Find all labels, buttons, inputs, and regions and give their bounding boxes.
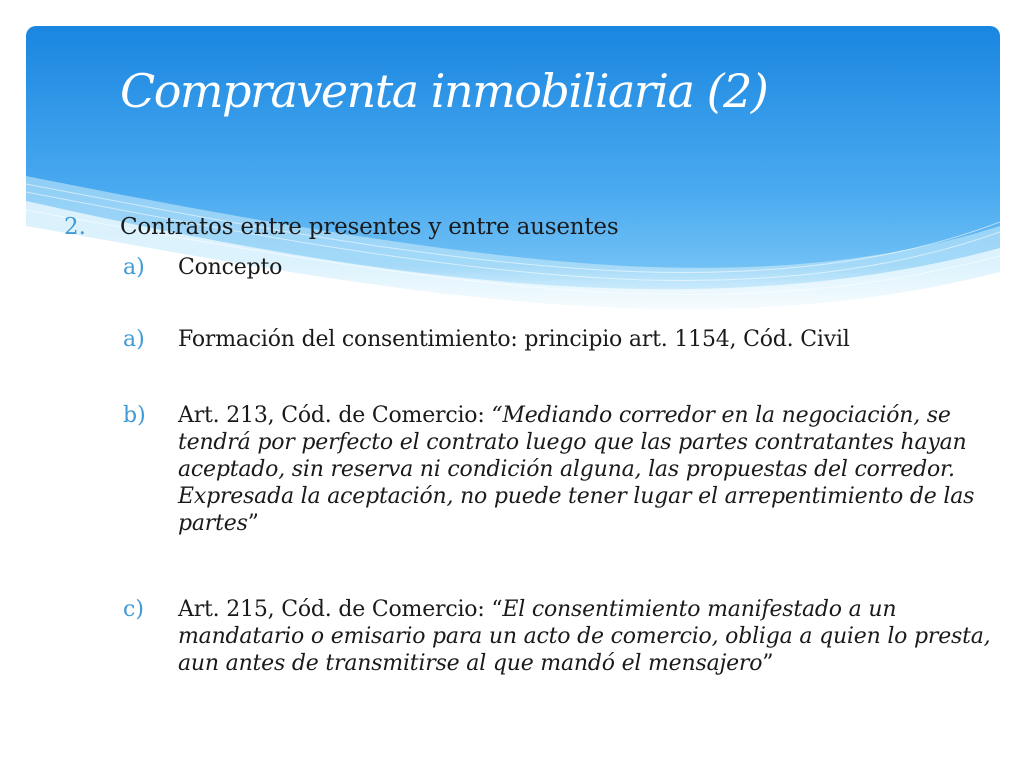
list-item-text: Contratos entre presentes y entre ausentes xyxy=(120,214,619,240)
article-reference: Art. 215, Cód. de Comercio: “ xyxy=(178,597,503,622)
list-item-text: Formación del consentimiento: principio art. 1154, Cód. Civil xyxy=(178,327,850,352)
list-item-b-art-213 xyxy=(123,402,993,537)
list-marker: a) xyxy=(123,255,145,280)
list-marker: 2. xyxy=(64,214,86,240)
list-item-a-formacion xyxy=(123,326,993,353)
list-item-text: Concepto xyxy=(178,255,283,280)
quoted-text: “Mediando corredor en la negociación, se tendrá por perfecto el contrato luego que las partes contratantes hayan aceptado, sin reserva ni condición alguna, las propuestas del corredor. Expresada la aceptación, no puede tener lugar el arrepentimiento de las partes xyxy=(178,403,975,536)
closing-quote: ” xyxy=(247,511,259,536)
list-item-c-art-215 xyxy=(123,596,993,677)
list-item-a-concepto xyxy=(123,254,993,281)
list-item-text xyxy=(178,596,993,677)
list-marker: b) xyxy=(123,403,146,428)
list-marker: c) xyxy=(123,597,144,622)
quoted-text: El consentimiento manifestado a un mandatario o emisario para un acto de comercio, obliga a quien lo presta, aun antes de transmitirse al que mandó el mensajero xyxy=(178,597,991,676)
page-title: Compraventa inmobiliaria (2) xyxy=(120,64,768,118)
list-item-2 xyxy=(64,214,964,241)
article-reference: Art. 213, Cód. de Comercio: xyxy=(178,403,492,428)
list-marker: a) xyxy=(123,327,145,352)
list-item-text xyxy=(178,402,993,537)
closing-quote: ” xyxy=(762,651,774,676)
